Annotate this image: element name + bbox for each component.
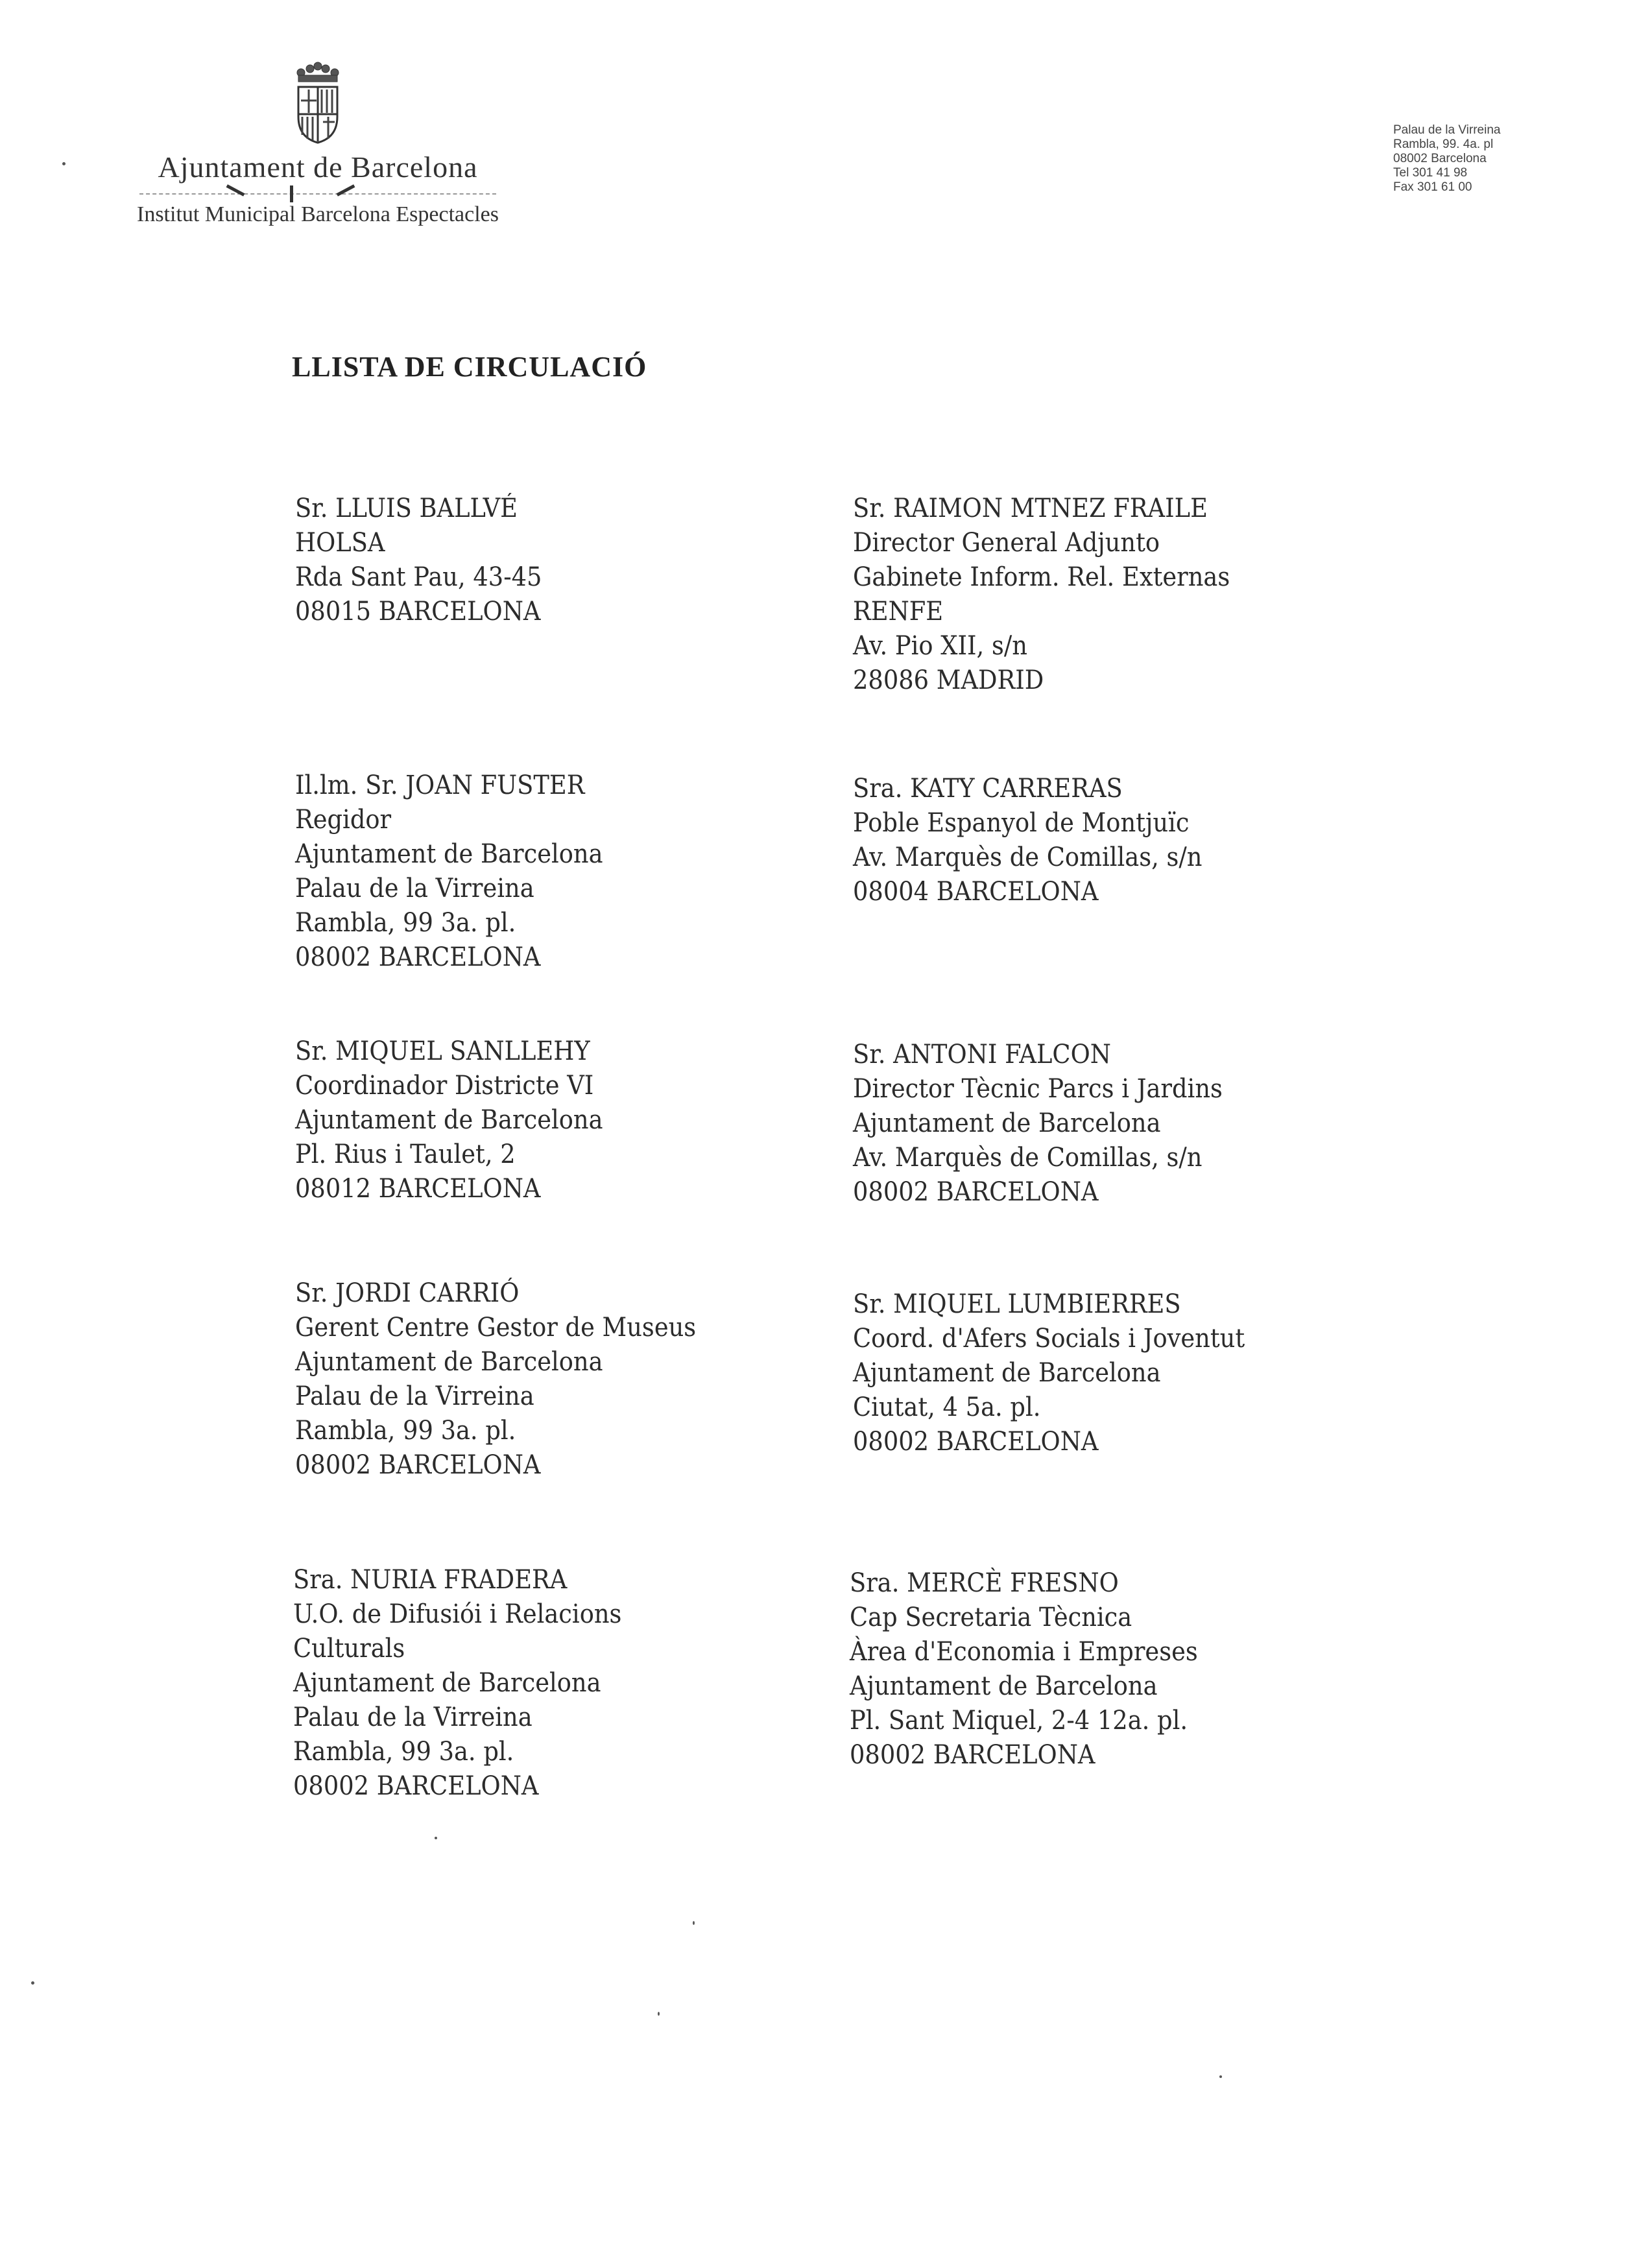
contact-line: Fax 301 61 00	[1393, 180, 1472, 194]
recipient-line: U.O. de Difusiói i Relacions	[293, 1599, 622, 1629]
recipient-line: Ajuntament de Barcelona	[293, 1668, 601, 1698]
scan-speck	[435, 1837, 437, 1839]
scan-speck	[62, 162, 66, 165]
recipient-line: Director Tècnic Parcs i Jardins	[853, 1074, 1223, 1104]
recipient-line: Sr. MIQUEL LUMBIERRES	[853, 1289, 1181, 1319]
scan-speck	[31, 1981, 34, 1985]
recipient-line: Sra. MERCÈ FRESNO	[850, 1568, 1119, 1598]
recipient-line: Av. Pio XII, s/n	[853, 631, 1027, 661]
scan-speck	[1219, 2075, 1222, 2078]
recipient-block	[293, 1563, 621, 1804]
recipient-block	[853, 492, 1230, 698]
recipient-line: Rambla, 99 3a. pl.	[293, 1737, 514, 1767]
recipient-block	[853, 1038, 1223, 1210]
recipient-line: Ajuntament de Barcelona	[853, 1358, 1161, 1388]
recipient-line: Regidor	[295, 805, 392, 835]
recipient-line: Av. Marquès de Comillas, s/n	[853, 1143, 1203, 1173]
document-title: LLISTA DE CIRCULACIÓ	[292, 351, 647, 383]
recipient-line: Gabinete Inform. Rel. Externas	[853, 562, 1230, 592]
recipient-line: Sr. RAIMON MTNEZ FRAILE	[853, 494, 1208, 523]
recipient-line: 28086 MADRID	[853, 665, 1044, 695]
recipient-line: Ajuntament de Barcelona	[853, 1108, 1161, 1138]
recipient-block	[850, 1566, 1198, 1773]
contact-line: Rambla, 99. 4a. pl	[1393, 137, 1494, 151]
barcelona-coat-of-arms-icon	[288, 58, 348, 146]
sub-org-name: Institut Municipal Barcelona Espectacles	[137, 202, 499, 226]
recipient-line: 08012 BARCELONA	[295, 1174, 541, 1204]
contact-line: 08002 Barcelona	[1393, 152, 1487, 165]
recipient-block	[853, 772, 1202, 909]
recipient-line: Rambla, 99 3a. pl.	[295, 1416, 516, 1446]
recipient-line: Pl. Sant Miquel, 2-4 12a. pl.	[850, 1706, 1188, 1736]
recipient-line: Ciutat, 4 5a. pl.	[853, 1392, 1041, 1422]
letterhead-divider	[130, 185, 506, 202]
recipient-line: Rambla, 99 3a. pl.	[295, 908, 516, 938]
recipient-line: 08002 BARCELONA	[853, 1177, 1099, 1207]
recipient-line: 08002 BARCELONA	[295, 942, 541, 972]
recipient-line: Sr. ANTONI FALCON	[853, 1040, 1111, 1069]
recipient-line: 08015 BARCELONA	[295, 597, 541, 627]
recipient-block	[295, 1034, 603, 1206]
recipient-line: Il.lm. Sr. JOAN FUSTER	[295, 770, 585, 800]
recipient-line: HOLSA	[295, 528, 385, 558]
recipient-block	[295, 1276, 696, 1483]
scan-speck	[658, 2012, 660, 2016]
recipient-line: Coord. d'Afers Socials i Joventut	[853, 1324, 1245, 1354]
recipient-line: Àrea d'Economia i Empreses	[850, 1637, 1198, 1667]
recipient-line: Ajuntament de Barcelona	[850, 1671, 1158, 1701]
recipient-line: 08002 BARCELONA	[850, 1740, 1095, 1770]
recipient-line: Rda Sant Pau, 43-45	[295, 562, 542, 592]
recipient-line: Palau de la Virreina	[295, 874, 534, 903]
recipient-line: Director General Adjunto	[853, 528, 1160, 558]
recipient-line: Culturals	[293, 1634, 405, 1664]
recipient-line: Ajuntament de Barcelona	[295, 1347, 603, 1377]
org-name: Ajuntament de Barcelona	[158, 150, 478, 184]
recipient-line: Cap Secretaria Tècnica	[850, 1603, 1132, 1632]
recipient-line: Palau de la Virreina	[295, 1381, 534, 1411]
recipient-block	[295, 769, 603, 975]
contact-line: Tel 301 41 98	[1393, 166, 1468, 180]
recipient-line: Sr. MIQUEL SANLLEHY	[295, 1036, 590, 1066]
recipient-line: Ajuntament de Barcelona	[295, 1105, 603, 1135]
recipient-line: Pl. Rius i Taulet, 2	[295, 1140, 516, 1169]
contact-block	[1393, 123, 1500, 195]
recipient-line: Ajuntament de Barcelona	[295, 839, 603, 869]
scan-speck	[693, 1921, 695, 1925]
recipient-line: 08002 BARCELONA	[853, 1427, 1099, 1457]
letterhead	[130, 58, 506, 227]
recipient-line: RENFE	[853, 597, 944, 627]
recipient-line: Poble Espanyol de Montjuïc	[853, 808, 1190, 838]
recipient-line: Sr. LLUIS BALLVÉ	[295, 494, 518, 523]
recipient-block	[295, 492, 542, 629]
recipient-line: Sr. JORDI CARRIÓ	[295, 1278, 520, 1308]
contact-line: Palau de la Virreina	[1393, 123, 1501, 137]
recipient-line: 08002 BARCELONA	[293, 1771, 539, 1801]
recipient-line: 08002 BARCELONA	[295, 1450, 541, 1480]
recipient-line: Gerent Centre Gestor de Museus	[295, 1313, 697, 1343]
recipient-line: Sra. NURIA FRADERA	[293, 1565, 568, 1595]
recipient-line: Av. Marquès de Comillas, s/n	[853, 842, 1203, 872]
recipient-line: Coordinador Districte VI	[295, 1071, 594, 1101]
recipient-line: Sra. KATY CARRERAS	[853, 774, 1123, 804]
recipient-line: Palau de la Virreina	[293, 1702, 533, 1732]
recipient-block	[853, 1287, 1245, 1459]
recipient-line: 08004 BARCELONA	[853, 877, 1099, 907]
